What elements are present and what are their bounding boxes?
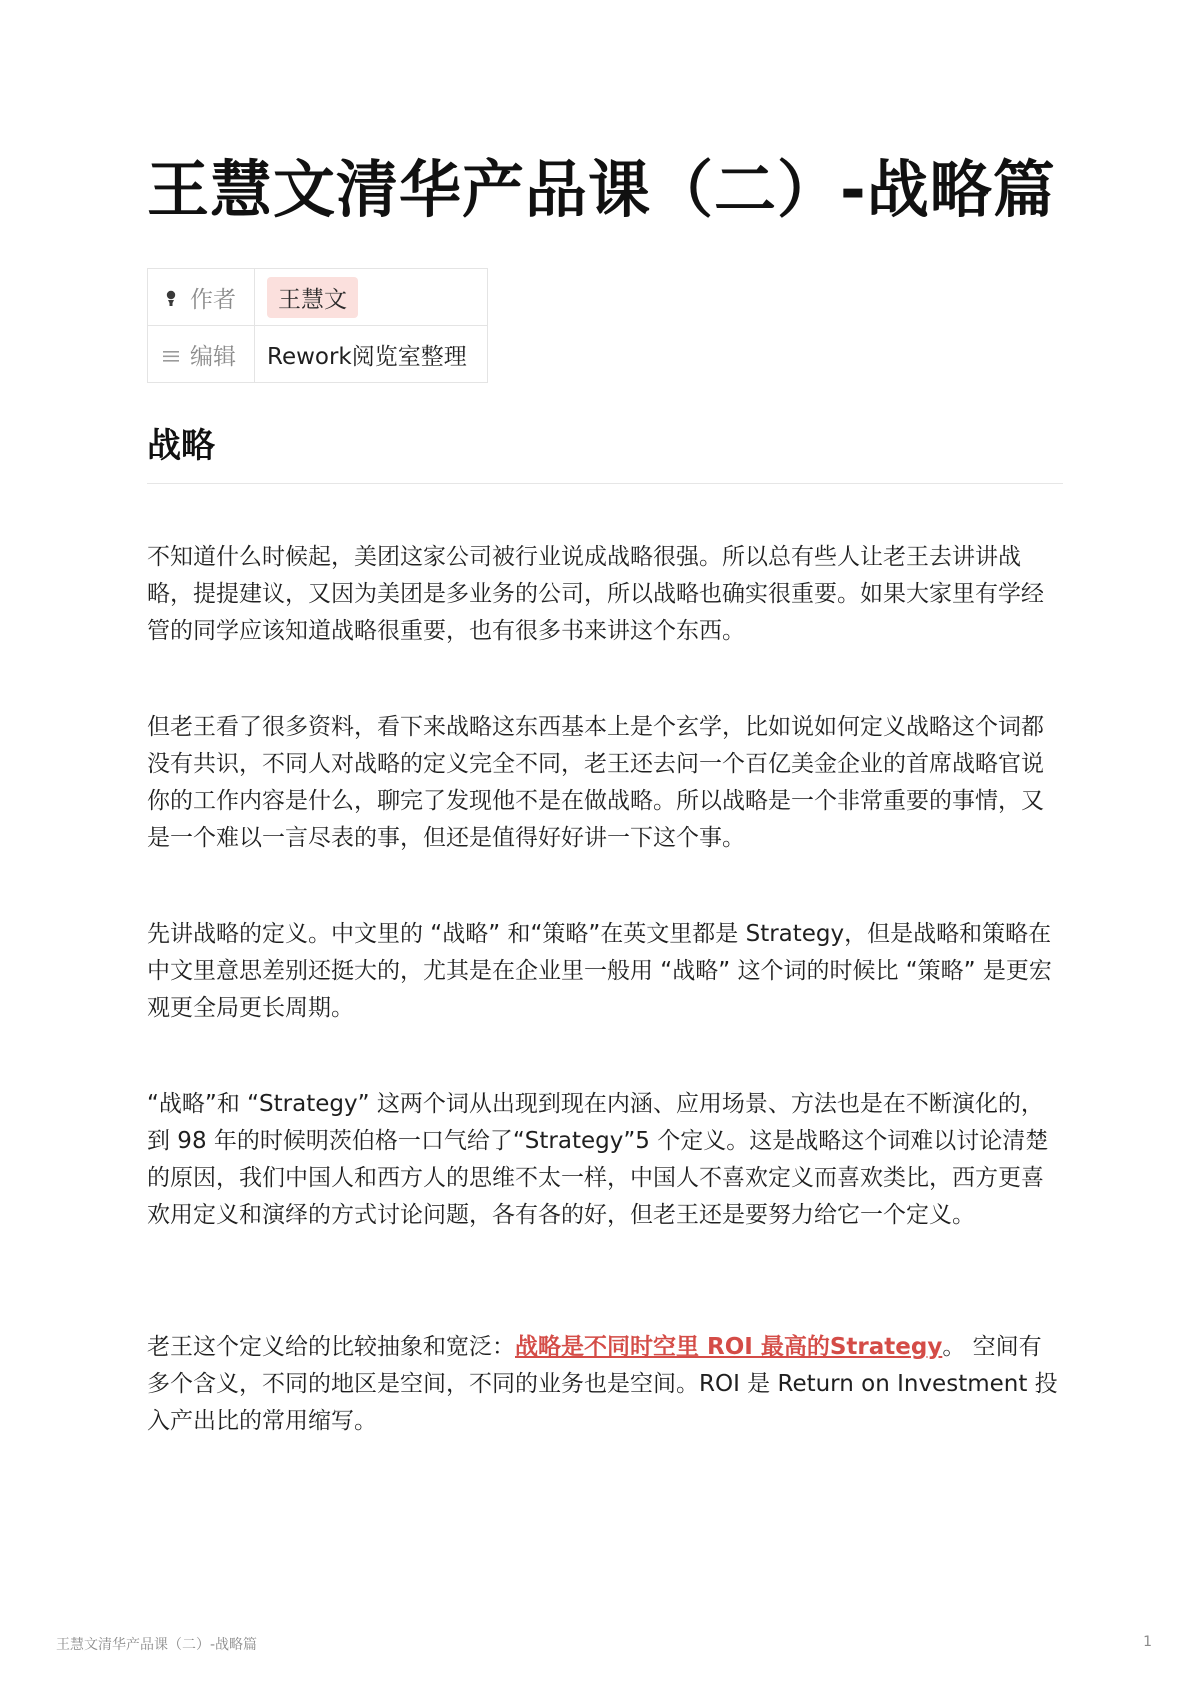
properties-table (147, 268, 488, 383)
paragraph-definition (147, 1329, 1063, 1440)
property-value-cell (255, 269, 488, 326)
page-title: 王慧文清华产品课（二）-战略篇 (147, 153, 1056, 226)
author-tag[interactable]: 王慧文 (267, 277, 358, 318)
person-icon (160, 289, 182, 312)
property-label: 作者 (190, 286, 236, 313)
definition-explanation: 。 空间有多个含义，不同的地区是空间，不同的业务也是空间。ROI 是 Return on Investment 投入产出比的常用缩写。 (147, 1334, 1058, 1434)
property-row-editor (148, 326, 488, 383)
text-lines-icon (160, 348, 182, 369)
paragraph: 不知道什么时候起，美团这家公司被行业说成战略很强。所以总有些人让老王去讲讲战略，提提建议，又因为美团是多业务的公司，所以战略也确实很重要。如果大家里有学经管的同学应该知道战略很重要，也有很多书来讲这个东西。 (147, 544, 1044, 644)
paragraph: 但老王看了很多资料，看下来战略这东西基本上是个玄学，比如说如何定义战略这个词都没有共识，不同人对战略的定义完全不同，老王还去问一个百亿美金企业的首席战略官说你的工作内容是什么，聊完了发现他不是在做战略。所以战略是一个非常重要的事情，又是一个难以一言尽表的事，但还是值得好好讲一下这个事。 (147, 714, 1044, 851)
paragraph: “战略”和 “Strategy” 这两个词从出现到现在内涵、应用场景、方法也是在不断演化的，到 98 年的时候明茨伯格一口气给了“Strategy”5 个定义。这是战略这个词难以讨论清楚的原因，我们中国人和西方人的思维不太一样，中国人不喜欢定义而喜欢类比，西方更喜欢用定义和演绎的方式讨论问题，各有各的好，但老王还是要努力给它一个定义。 (147, 1091, 1049, 1228)
property-name-cell (148, 326, 255, 383)
highlighted-definition: 战略是不同时空里 ROI 最高的Strategy (515, 1334, 943, 1360)
property-name-cell (148, 269, 255, 326)
paragraph: 先讲战略的定义。中文里的 “战略” 和“策略”在英文里都是 Strategy，但是战略和策略在中文里意思差别还挺大的，尤其是在企业里一般用 “战略” 这个词的时候比 “策略” 是更宏观更全局更长周期。 (147, 921, 1052, 1021)
property-row-author (148, 269, 488, 326)
property-label: 编辑 (190, 343, 236, 370)
page-number: 1 (1143, 1634, 1152, 1650)
definition-intro: 老王这个定义给的比较抽象和宽泛： (147, 1334, 515, 1360)
property-value-cell (255, 326, 488, 383)
footer-title: 王慧文清华产品课（二）-战略篇 (56, 1637, 258, 1653)
editor-value: Rework阅览室整理 (267, 343, 467, 370)
section-heading: 战略 (147, 418, 1063, 484)
